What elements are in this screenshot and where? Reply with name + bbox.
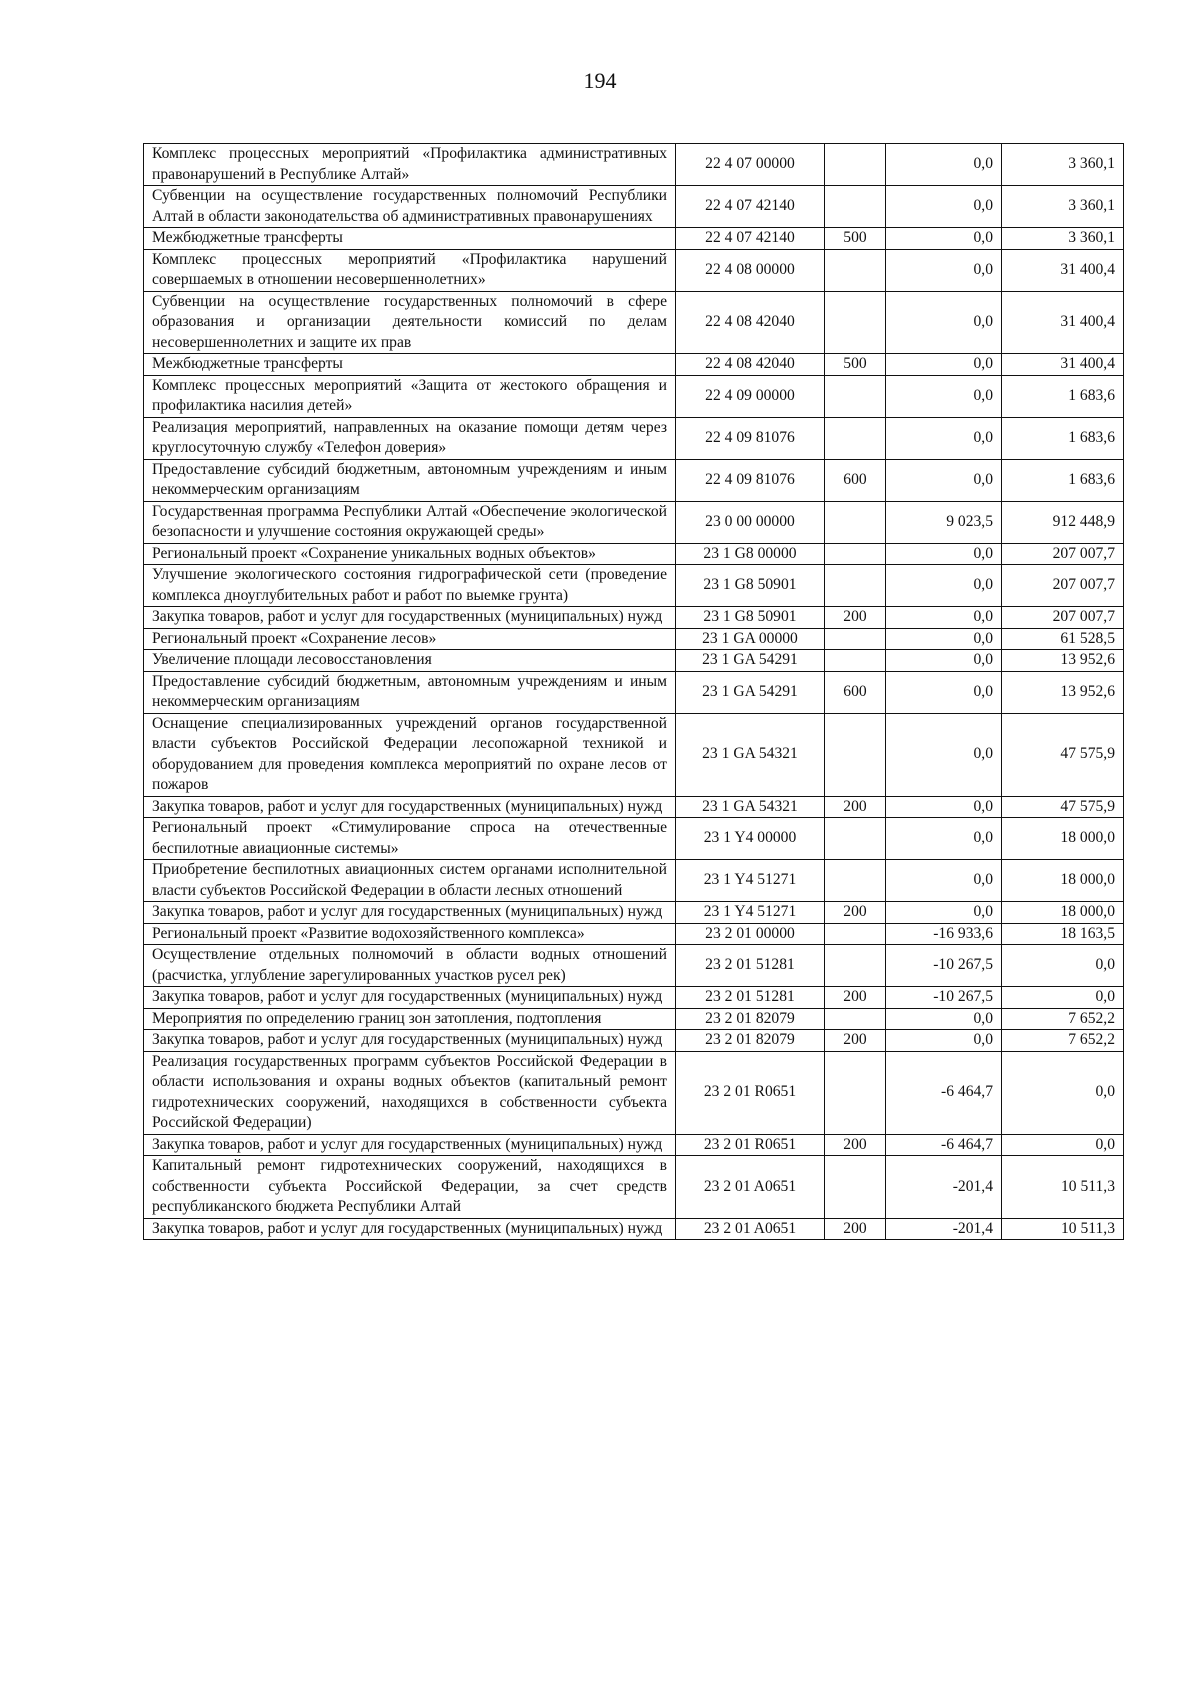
row-code-cell: 23 2 01 51281 bbox=[676, 945, 825, 987]
row-name-cell: Региональный проект «Сохранение лесов» bbox=[144, 628, 676, 650]
row-code-cell: 23 1 GA 54291 bbox=[676, 650, 825, 672]
row-name-cell: Субвенции на осуществление государственных полномочий в сфере образования и организации деятельности комиссий по делам несовершеннолетних и защите их прав bbox=[144, 291, 676, 354]
row-code-cell: 22 4 09 00000 bbox=[676, 375, 825, 417]
table-row bbox=[144, 375, 1124, 417]
row-name-cell: Закупка товаров, работ и услуг для государственных (муниципальных) нужд bbox=[144, 1218, 676, 1240]
row-total-amount-cell: 0,0 bbox=[1002, 945, 1124, 987]
row-total-amount-cell: 61 528,5 bbox=[1002, 628, 1124, 650]
table-row bbox=[144, 796, 1124, 818]
table-row bbox=[144, 186, 1124, 228]
row-code-cell: 23 1 Y4 51271 bbox=[676, 902, 825, 924]
row-total-amount-cell: 1 683,6 bbox=[1002, 375, 1124, 417]
row-expense-type-cell bbox=[825, 860, 886, 902]
row-expense-type-cell: 500 bbox=[825, 228, 886, 250]
row-expense-type-cell bbox=[825, 1156, 886, 1219]
row-total-amount-cell: 18 000,0 bbox=[1002, 818, 1124, 860]
table-row bbox=[144, 417, 1124, 459]
row-total-amount-cell: 31 400,4 bbox=[1002, 291, 1124, 354]
row-total-amount-cell: 47 575,9 bbox=[1002, 796, 1124, 818]
row-total-amount-cell: 207 007,7 bbox=[1002, 607, 1124, 629]
row-change-amount-cell: 0,0 bbox=[886, 818, 1002, 860]
row-code-cell: 23 2 01 R0651 bbox=[676, 1051, 825, 1134]
row-total-amount-cell: 10 511,3 bbox=[1002, 1218, 1124, 1240]
row-total-amount-cell: 1 683,6 bbox=[1002, 417, 1124, 459]
table-row bbox=[144, 713, 1124, 796]
row-total-amount-cell: 13 952,6 bbox=[1002, 650, 1124, 672]
row-change-amount-cell: 0,0 bbox=[886, 249, 1002, 291]
table-row bbox=[144, 228, 1124, 250]
budget-table bbox=[143, 143, 1124, 1240]
row-expense-type-cell: 500 bbox=[825, 354, 886, 376]
row-code-cell: 23 0 00 00000 bbox=[676, 501, 825, 543]
row-change-amount-cell: -10 267,5 bbox=[886, 945, 1002, 987]
row-change-amount-cell: -201,4 bbox=[886, 1218, 1002, 1240]
row-code-cell: 23 1 G8 50901 bbox=[676, 565, 825, 607]
row-change-amount-cell: -10 267,5 bbox=[886, 987, 1002, 1009]
row-expense-type-cell bbox=[825, 713, 886, 796]
row-code-cell: 23 1 Y4 00000 bbox=[676, 818, 825, 860]
row-code-cell: 23 1 Y4 51271 bbox=[676, 860, 825, 902]
table-row bbox=[144, 671, 1124, 713]
row-total-amount-cell: 0,0 bbox=[1002, 987, 1124, 1009]
row-name-cell: Государственная программа Республики Алтай «Обеспечение экологической безопасности и улучшение состояния окружающей среды» bbox=[144, 501, 676, 543]
row-name-cell: Закупка товаров, работ и услуг для государственных (муниципальных) нужд bbox=[144, 607, 676, 629]
row-change-amount-cell: 0,0 bbox=[886, 902, 1002, 924]
row-name-cell: Закупка товаров, работ и услуг для государственных (муниципальных) нужд bbox=[144, 902, 676, 924]
table-row bbox=[144, 1051, 1124, 1134]
row-total-amount-cell: 3 360,1 bbox=[1002, 228, 1124, 250]
table-row bbox=[144, 607, 1124, 629]
row-change-amount-cell: 9 023,5 bbox=[886, 501, 1002, 543]
row-name-cell: Субвенции на осуществление государственных полномочий Республики Алтай в области законодательства об административных правонарушениях bbox=[144, 186, 676, 228]
row-code-cell: 23 2 01 82079 bbox=[676, 1008, 825, 1030]
table-row bbox=[144, 923, 1124, 945]
table-row bbox=[144, 945, 1124, 987]
row-code-cell: 23 1 G8 50901 bbox=[676, 607, 825, 629]
row-expense-type-cell: 200 bbox=[825, 1218, 886, 1240]
row-expense-type-cell bbox=[825, 144, 886, 186]
row-change-amount-cell: 0,0 bbox=[886, 607, 1002, 629]
row-name-cell: Предоставление субсидий бюджетным, автономным учреждениям и иным некоммерческим организациям bbox=[144, 671, 676, 713]
row-change-amount-cell: 0,0 bbox=[886, 144, 1002, 186]
row-change-amount-cell: 0,0 bbox=[886, 650, 1002, 672]
row-total-amount-cell: 207 007,7 bbox=[1002, 565, 1124, 607]
table-row bbox=[144, 1008, 1124, 1030]
row-name-cell: Межбюджетные трансферты bbox=[144, 228, 676, 250]
page-number: 194 bbox=[583, 68, 617, 93]
row-code-cell: 23 2 01 A0651 bbox=[676, 1218, 825, 1240]
row-name-cell: Оснащение специализированных учреждений органов государственной власти субъектов Российской Федерации лесопожарной техникой и оборудованием для проведения комплекса мероприятий по охране лесов от пожаров bbox=[144, 713, 676, 796]
row-code-cell: 23 2 01 51281 bbox=[676, 987, 825, 1009]
row-total-amount-cell: 912 448,9 bbox=[1002, 501, 1124, 543]
row-code-cell: 22 4 08 42040 bbox=[676, 291, 825, 354]
row-total-amount-cell: 31 400,4 bbox=[1002, 354, 1124, 376]
row-name-cell: Региональный проект «Развитие водохозяйственного комплекса» bbox=[144, 923, 676, 945]
row-change-amount-cell: -16 933,6 bbox=[886, 923, 1002, 945]
row-name-cell: Закупка товаров, работ и услуг для государственных (муниципальных) нужд bbox=[144, 1134, 676, 1156]
row-change-amount-cell: 0,0 bbox=[886, 1008, 1002, 1030]
row-name-cell: Увеличение площади лесовосстановления bbox=[144, 650, 676, 672]
row-expense-type-cell: 200 bbox=[825, 987, 886, 1009]
row-name-cell: Осуществление отдельных полномочий в области водных отношений (расчистка, углубление зарегулированных участков русел рек) bbox=[144, 945, 676, 987]
row-expense-type-cell bbox=[825, 818, 886, 860]
row-change-amount-cell: 0,0 bbox=[886, 186, 1002, 228]
row-name-cell: Региональный проект «Сохранение уникальных водных объектов» bbox=[144, 543, 676, 565]
row-code-cell: 23 2 01 R0651 bbox=[676, 1134, 825, 1156]
row-expense-type-cell bbox=[825, 501, 886, 543]
row-expense-type-cell bbox=[825, 923, 886, 945]
row-expense-type-cell: 600 bbox=[825, 671, 886, 713]
table-row bbox=[144, 987, 1124, 1009]
table-body bbox=[144, 144, 1124, 1240]
row-code-cell: 22 4 09 81076 bbox=[676, 417, 825, 459]
row-expense-type-cell bbox=[825, 1051, 886, 1134]
row-change-amount-cell: 0,0 bbox=[886, 228, 1002, 250]
row-code-cell: 22 4 07 00000 bbox=[676, 144, 825, 186]
row-expense-type-cell bbox=[825, 945, 886, 987]
row-total-amount-cell: 18 163,5 bbox=[1002, 923, 1124, 945]
row-total-amount-cell: 3 360,1 bbox=[1002, 186, 1124, 228]
row-code-cell: 23 1 G8 00000 bbox=[676, 543, 825, 565]
row-expense-type-cell bbox=[825, 650, 886, 672]
row-code-cell: 23 1 GA 54321 bbox=[676, 713, 825, 796]
row-code-cell: 23 1 GA 00000 bbox=[676, 628, 825, 650]
row-code-cell: 22 4 08 00000 bbox=[676, 249, 825, 291]
row-code-cell: 23 2 01 00000 bbox=[676, 923, 825, 945]
row-code-cell: 22 4 08 42040 bbox=[676, 354, 825, 376]
row-expense-type-cell bbox=[825, 565, 886, 607]
row-name-cell: Закупка товаров, работ и услуг для государственных (муниципальных) нужд bbox=[144, 796, 676, 818]
row-change-amount-cell: 0,0 bbox=[886, 459, 1002, 501]
table-row bbox=[144, 1218, 1124, 1240]
table-row bbox=[144, 628, 1124, 650]
row-name-cell: Комплекс процессных мероприятий «Защита от жестокого обращения и профилактика насилия детей» bbox=[144, 375, 676, 417]
table-row bbox=[144, 144, 1124, 186]
row-total-amount-cell: 10 511,3 bbox=[1002, 1156, 1124, 1219]
row-total-amount-cell: 3 360,1 bbox=[1002, 144, 1124, 186]
row-name-cell: Предоставление субсидий бюджетным, автономным учреждениям и иным некоммерческим организациям bbox=[144, 459, 676, 501]
row-expense-type-cell: 600 bbox=[825, 459, 886, 501]
row-change-amount-cell: 0,0 bbox=[886, 565, 1002, 607]
row-name-cell: Реализация государственных программ субъектов Российской Федерации в области использования и охраны водных объектов (капитальный ремонт гидротехнических сооружений, находящихся в собственности субъекта Российской Федерации) bbox=[144, 1051, 676, 1134]
row-expense-type-cell bbox=[825, 291, 886, 354]
row-total-amount-cell: 31 400,4 bbox=[1002, 249, 1124, 291]
table-row bbox=[144, 860, 1124, 902]
row-total-amount-cell: 18 000,0 bbox=[1002, 902, 1124, 924]
table-row bbox=[144, 818, 1124, 860]
row-expense-type-cell: 200 bbox=[825, 902, 886, 924]
row-code-cell: 23 1 GA 54321 bbox=[676, 796, 825, 818]
row-total-amount-cell: 207 007,7 bbox=[1002, 543, 1124, 565]
row-change-amount-cell: 0,0 bbox=[886, 417, 1002, 459]
table-row bbox=[144, 650, 1124, 672]
table-row bbox=[144, 1030, 1124, 1052]
row-expense-type-cell bbox=[825, 417, 886, 459]
table-row bbox=[144, 565, 1124, 607]
table-row bbox=[144, 1156, 1124, 1219]
row-name-cell: Капитальный ремонт гидротехнических сооружений, находящихся в собственности субъекта Российской Федерации, за счет средств республиканского бюджета Республики Алтай bbox=[144, 1156, 676, 1219]
row-change-amount-cell: 0,0 bbox=[886, 860, 1002, 902]
row-expense-type-cell bbox=[825, 186, 886, 228]
row-code-cell: 22 4 09 81076 bbox=[676, 459, 825, 501]
table-row bbox=[144, 249, 1124, 291]
row-name-cell: Комплекс процессных мероприятий «Профилактика нарушений совершаемых в отношении несовершеннолетних» bbox=[144, 249, 676, 291]
row-name-cell: Закупка товаров, работ и услуг для государственных (муниципальных) нужд bbox=[144, 1030, 676, 1052]
row-change-amount-cell: 0,0 bbox=[886, 713, 1002, 796]
row-name-cell: Мероприятия по определению границ зон затопления, подтопления bbox=[144, 1008, 676, 1030]
row-total-amount-cell: 18 000,0 bbox=[1002, 860, 1124, 902]
row-expense-type-cell: 200 bbox=[825, 1030, 886, 1052]
row-name-cell: Региональный проект «Стимулирование спроса на отечественные беспилотные авиационные системы» bbox=[144, 818, 676, 860]
row-expense-type-cell bbox=[825, 249, 886, 291]
row-total-amount-cell: 47 575,9 bbox=[1002, 713, 1124, 796]
row-change-amount-cell: -201,4 bbox=[886, 1156, 1002, 1219]
row-total-amount-cell: 13 952,6 bbox=[1002, 671, 1124, 713]
row-name-cell: Закупка товаров, работ и услуг для государственных (муниципальных) нужд bbox=[144, 987, 676, 1009]
row-change-amount-cell: 0,0 bbox=[886, 291, 1002, 354]
row-code-cell: 22 4 07 42140 bbox=[676, 186, 825, 228]
row-total-amount-cell: 7 652,2 bbox=[1002, 1008, 1124, 1030]
row-total-amount-cell: 1 683,6 bbox=[1002, 459, 1124, 501]
row-change-amount-cell: 0,0 bbox=[886, 628, 1002, 650]
table-row bbox=[144, 902, 1124, 924]
table-row bbox=[144, 501, 1124, 543]
row-total-amount-cell: 7 652,2 bbox=[1002, 1030, 1124, 1052]
row-name-cell: Комплекс процессных мероприятий «Профилактика административных правонарушений в Республике Алтай» bbox=[144, 144, 676, 186]
row-expense-type-cell: 200 bbox=[825, 796, 886, 818]
row-change-amount-cell: -6 464,7 bbox=[886, 1051, 1002, 1134]
table-row bbox=[144, 1134, 1124, 1156]
row-change-amount-cell: 0,0 bbox=[886, 375, 1002, 417]
row-name-cell: Приобретение беспилотных авиационных систем органами исполнительной власти субъектов Российской Федерации в области лесных отношений bbox=[144, 860, 676, 902]
row-code-cell: 22 4 07 42140 bbox=[676, 228, 825, 250]
row-change-amount-cell: 0,0 bbox=[886, 796, 1002, 818]
row-code-cell: 23 1 GA 54291 bbox=[676, 671, 825, 713]
row-expense-type-cell bbox=[825, 543, 886, 565]
row-code-cell: 23 2 01 82079 bbox=[676, 1030, 825, 1052]
row-total-amount-cell: 0,0 bbox=[1002, 1134, 1124, 1156]
row-expense-type-cell bbox=[825, 375, 886, 417]
row-change-amount-cell: -6 464,7 bbox=[886, 1134, 1002, 1156]
row-change-amount-cell: 0,0 bbox=[886, 1030, 1002, 1052]
row-expense-type-cell bbox=[825, 628, 886, 650]
row-name-cell: Реализация мероприятий, направленных на оказание помощи детям через круглосуточную службу «Телефон доверия» bbox=[144, 417, 676, 459]
row-name-cell: Межбюджетные трансферты bbox=[144, 354, 676, 376]
row-expense-type-cell: 200 bbox=[825, 1134, 886, 1156]
table-row bbox=[144, 291, 1124, 354]
row-code-cell: 23 2 01 A0651 bbox=[676, 1156, 825, 1219]
table-row bbox=[144, 459, 1124, 501]
row-expense-type-cell bbox=[825, 1008, 886, 1030]
row-change-amount-cell: 0,0 bbox=[886, 543, 1002, 565]
row-change-amount-cell: 0,0 bbox=[886, 354, 1002, 376]
table-row bbox=[144, 543, 1124, 565]
row-name-cell: Улучшение экологического состояния гидрографической сети (проведение комплекса дноуглубительных работ и работ по выемке грунта) bbox=[144, 565, 676, 607]
row-total-amount-cell: 0,0 bbox=[1002, 1051, 1124, 1134]
row-change-amount-cell: 0,0 bbox=[886, 671, 1002, 713]
row-expense-type-cell: 200 bbox=[825, 607, 886, 629]
table-row bbox=[144, 354, 1124, 376]
